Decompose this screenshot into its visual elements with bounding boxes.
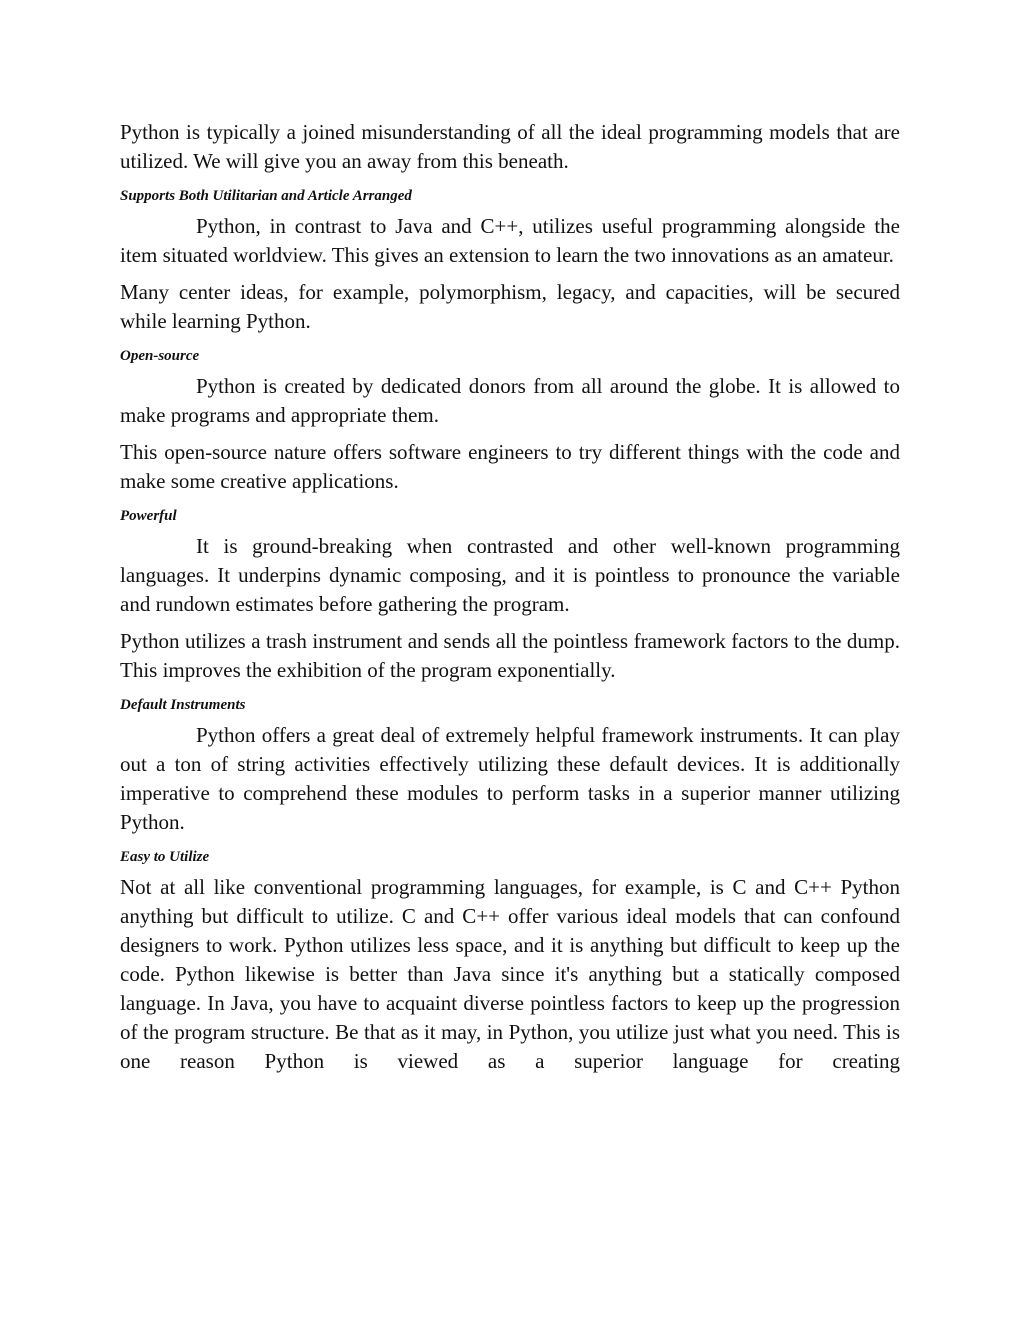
heading-opensource: Open-source: [120, 348, 200, 364]
paragraph-opensource-2: This open-source nature offers software engineers to try different things with the code and make some creative applications.: [120, 440, 900, 493]
paragraph-functional-2: Many center ideas, for example, polymorphism, legacy, and capacities, will be secured while learning Python.: [120, 280, 900, 333]
heading-default-instruments: Default Instruments: [120, 697, 246, 713]
heading-easy-to-utilize: Easy to Utilize: [120, 849, 210, 865]
heading-functional: Supports Both Utilitarian and Article Arranged: [120, 188, 412, 204]
heading-powerful: Powerful: [120, 508, 177, 524]
paragraph-opensource-1: Python is created by dedicated donors from all around the globe. It is allowed to make programs and appropriate them.: [120, 374, 900, 427]
paragraph-powerful-1: It is ground-breaking when contrasted and other well-known programming languages. It underpins dynamic composing, and it is pointless to pronounce the variable and rundown estimates before gathering the program.: [120, 534, 900, 616]
paragraph-easy-to-utilize: Not at all like conventional programming languages, for example, is C and C++ Python anything but difficult to utilize. C and C++ offer various ideal models that can confound designers to work. Python utilizes less space, and it is anything but difficult to keep up the code. Python likewise is better than Java since it's anything but a statically composed language. In Java, you have to acquaint diverse pointless factors to keep up the progression of the program structure. Be that as it may, in Python, you utilize just what you need. This is one reason Python is viewed as a superior language for creating: [120, 875, 900, 1073]
paragraph-default-instruments: Python offers a great deal of extremely helpful framework instruments. It can play out a ton of string activities effectively utilizing these default devices. It is additionally imperative to comprehend these modules to perform tasks in a superior manner utilizing Python.: [120, 723, 900, 834]
paragraph-intro: Python is typically a joined misunderstanding of all the ideal programming models that are utilized. We will give you an away from this beneath.: [120, 120, 900, 173]
paragraph-functional-1: Python, in contrast to Java and C++, utilizes useful programming alongside the item situated worldview. This gives an extension to learn the two innovations as an amateur.: [120, 214, 900, 267]
paragraph-powerful-2: Python utilizes a trash instrument and sends all the pointless framework factors to the dump. This improves the exhibition of the program exponentially.: [120, 629, 900, 682]
document-page: [120, 118, 900, 1084]
